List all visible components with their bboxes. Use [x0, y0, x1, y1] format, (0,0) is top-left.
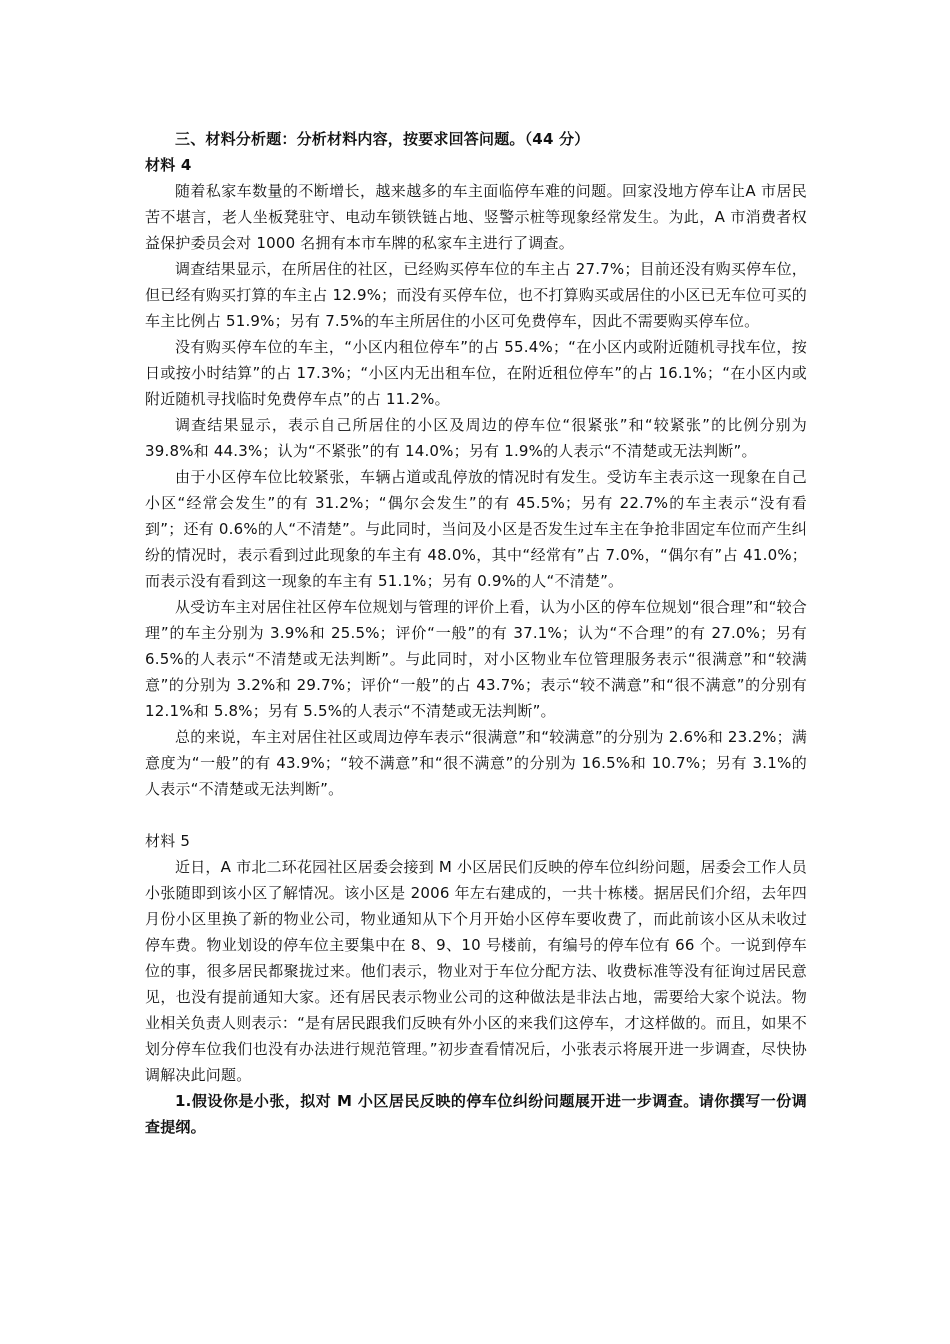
material-4-paragraph: 调查结果显示，表示自己所居住的小区及周边的停车位“很紧张”和“较紧张”的比例分别为 39.8%和 44.3%；认为“不紧张”的有 14.0%；另有 1.9%的人表示“不清楚或无法判断”。 — [145, 416, 807, 460]
material-4-paragraph: 总的来说，车主对居住社区或周边停车表示“很满意”和“较满意”的分别为 2.6%和 23.2%；满意度为“一般”的有 43.9%；“较不满意”和“很不满意”的分别为 16.5%和 10.7%；另有 3.1%的人表示“不清楚或无法判断”。 — [145, 728, 807, 798]
material-4-paragraph: 由于小区停车位比较紧张，车辆占道或乱停放的情况时有发生。受访车主表示这一现象在自己小区“经常会发生”的有 31.2%；“偶尔会发生”的有 45.5%；另有 22.7%的车主表示“没有看到”；还有 0.6%的人“不清楚”。与此同时，当问及小区是否发生过车主在争抢非固定车位而产生纠纷的情况时，表示看到过此现象的车主有 48.0%，其中“经常有”占 7.0%，“偶尔有”占 41.0%；而表示没有看到这一现象的车主有 51.1%；另有 0.9%的人“不清楚”。 — [145, 468, 807, 590]
question-1: 1.假设你是小张，拟对 M 小区居民反映的停车位纠纷问题展开进一步调查。请你撰写一份调查提纲。 — [145, 1092, 807, 1136]
material-4-paragraph: 随着私家车数量的不断增长，越来越多的车主面临停车难的问题。回家没地方停车让A 市居民苦不堪言，老人坐板凳驻守、电动车锁铁链占地、竖警示桩等现象经常发生。为此，A 市消费者权益保护委员会对 1000 名拥有本市车牌的私家车主进行了调查。 — [145, 182, 807, 252]
spacer — [145, 802, 807, 828]
material-4-paragraph: 从受访车主对居住社区停车位规划与管理的评价上看，认为小区的停车位规划“很合理”和“较合理”的车主分别为 3.9%和 25.5%；评价“一般”的有 37.1%；认为“不合理”的有 27.0%；另有 6.5%的人表示“不清楚或无法判断”。与此同时，对小区物业车位管理服务表示“很满意”和“较满意”的分别为 3.2%和 29.7%；评价“一般”的占 43.7%；表示“较不满意”和“很不满意”的分别有 12.1%和 5.8%；另有 5.5%的人表示“不清楚或无法判断”。 — [145, 598, 807, 720]
material-4-paragraph: 调查结果显示，在所居住的社区，已经购买停车位的车主占 27.7%；目前还没有购买停车位，但已经有购买打算的车主占 12.9%；而没有买停车位，也不打算购买或居住的小区已无车位可买的车主比例占 51.9%；另有 7.5%的车主所居住的小区可免费停车，因此不需要购买停车位。 — [145, 260, 807, 330]
material-5-paragraph: 近日，A 市北二环花园社区居委会接到 M 小区居民们反映的停车位纠纷问题，居委会工作人员小张随即到该小区了解情况。该小区是 2006 年左右建成的，一共十栋楼。据居民们介绍，去年四月份小区里换了新的物业公司，物业通知从下个月开始小区停车要收费了，而此前该小区从未收过停车费。物业划设的停车位主要集中在 8、9、10 号楼前，有编号的停车位有 66 个。一说到停车位的事，很多居民都聚拢过来。他们表示，物业对于车位分配方法、收费标准等没有征询过居民意见，也没有提前通知大家。还有居民表示物业公司的这种做法是非法占地，需要给大家个说法。物业相关负责人则表示：“是有居民跟我们反映有外小区的来我们这停车，才这样做的。而且，如果不划分停车位我们也没有办法进行规范管理。”初步查看情况后，小张表示将展开进一步调查，尽快协调解决此问题。 — [145, 858, 807, 1084]
material-4-paragraph: 没有购买停车位的车主，“小区内租位停车”的占 55.4%；“在小区内或附近随机寻找车位，按日或按小时结算”的占 17.3%；“小区内无出租车位，在附近租位停车”的占 16.1%；“在小区内或附近随机寻找临时免费停车点”的占 11.2%。 — [145, 338, 807, 408]
document-content — [145, 126, 807, 1140]
material-5-label: 材料 5 — [145, 832, 191, 850]
section-title: 三、材料分析题：分析材料内容，按要求回答问题。（44 分） — [175, 130, 590, 148]
material-4-label: 材料 4 — [145, 156, 192, 174]
